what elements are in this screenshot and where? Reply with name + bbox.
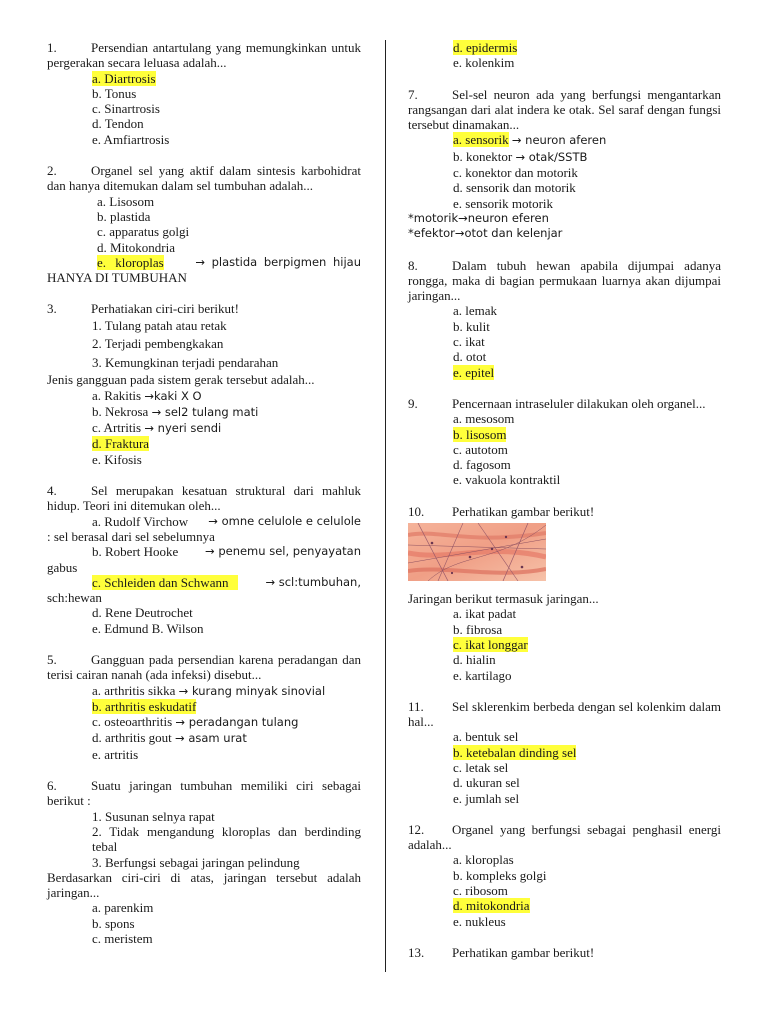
note-continuation: HANYA DI TUMBUHAN [47, 270, 187, 286]
option-e: e. nukleus [453, 913, 506, 929]
question-stem [408, 945, 721, 960]
answer-highlight: d. mitokondria [453, 898, 530, 914]
handwritten-note: → otak/SSTB [515, 149, 588, 164]
option-e: e. kartilago [453, 667, 512, 683]
option-d: d. Tendon [92, 116, 144, 132]
question-text: Berdasarkan ciri-ciri di atas, jaringan tersebut adalah jaringan... [47, 869, 361, 901]
option-d: d. otot [453, 349, 487, 365]
option-c: c. letak sel [453, 759, 509, 775]
option-b: b. fibrosa [453, 621, 503, 637]
question-10 [408, 504, 721, 683]
question-number: 6. [47, 778, 57, 794]
answer-highlight: d. Fraktura [92, 436, 150, 452]
option-d: d. fagosom [453, 457, 511, 473]
option-text: b. konektor [453, 148, 513, 164]
handwritten-note: *motorik→neuron eferen [408, 210, 549, 225]
question-stem [408, 822, 721, 853]
option-a [47, 71, 361, 86]
option-b: b. plastida [97, 208, 151, 224]
option-c: c. ikat [453, 334, 485, 350]
option-a: a. ikat padat [453, 606, 517, 622]
question-number: 11. [408, 698, 424, 714]
option-b [408, 427, 721, 442]
question-stem [47, 40, 361, 71]
answer-highlight: b. arthritis eskudatif [92, 698, 197, 714]
question-5 [47, 652, 361, 762]
option-c [47, 420, 361, 436]
question-9 [408, 396, 721, 488]
question-stem [47, 652, 361, 683]
note-continuation: sch:hewan [47, 590, 102, 606]
handwritten-note: →kaki X O [144, 388, 202, 403]
option-e: e. jumlah sel [453, 790, 520, 806]
option-c: c. ribosom [453, 883, 508, 899]
question-11 [408, 699, 721, 806]
option-e: e. Kifosis [92, 451, 142, 467]
handwritten-note: → nyeri sendi [144, 421, 222, 436]
option-a: a. Lisosom [97, 193, 155, 209]
option-a [47, 514, 361, 529]
answer-highlight: c. ikat longgar [453, 636, 528, 652]
option-text: a. Rakitis [92, 387, 142, 403]
option-a: a. lemak [453, 303, 498, 319]
option-b [408, 745, 721, 760]
option-b: b. kulit [453, 318, 490, 334]
question-number: 12. [408, 821, 425, 837]
question-3 [47, 301, 361, 467]
option-b [408, 149, 721, 165]
option-c [408, 637, 721, 652]
list-item: 1. Tulang patah atau retak [92, 317, 227, 333]
question-stem [47, 163, 361, 194]
answer-highlight: c. Schleiden dan Schwann [92, 575, 238, 590]
option-a [47, 683, 361, 699]
question-number: 2. [47, 163, 57, 179]
question-number: 8. [408, 257, 418, 273]
tissue-micrograph-image [408, 523, 546, 581]
option-a: a. kloroplas [453, 852, 514, 868]
question-number: 4. [47, 483, 57, 499]
question-2 [47, 163, 361, 285]
handwritten-note: → penemu sel, penyayatan [205, 544, 361, 559]
option-d: d. ukuran sel [453, 775, 520, 791]
question-text: Organel sel yang aktif dalam sintesis karbohidrat dan hanya ditemukan dalam sel tumbuhan adalah... [47, 163, 361, 194]
option-a: a. mesosom [453, 411, 515, 427]
option-d: d. Mitokondria [97, 239, 175, 255]
option-a [408, 132, 721, 148]
question-text: Organel yang berfungsi sebagai penghasil energi adalah... [408, 821, 721, 853]
option-e: e. kolenkim [453, 55, 515, 71]
option-c: c. meristem [92, 931, 153, 947]
handwritten-note: → asam urat [175, 731, 247, 746]
question-stem [408, 396, 721, 411]
question-stem [408, 699, 721, 730]
handwritten-note: *efektor→otot dan kelenjar [408, 226, 563, 241]
question-13 [408, 945, 721, 960]
question-stem [47, 301, 361, 316]
option-e [47, 255, 361, 270]
list-item: 1. Susunan selnya rapat [92, 808, 215, 824]
list-item: 2. Tidak mengandung kloroplas dan berdinding tebal [92, 823, 361, 855]
question-text: Gangguan pada persendian karena peradangan dan terisi cairan nanah (ada infeksi) disebut... [47, 652, 361, 683]
option-d [47, 436, 361, 451]
option-e: e. artritis [92, 746, 139, 762]
option-a: a. bentuk sel [453, 729, 519, 745]
answer-highlight: a. Diartrosis [92, 70, 156, 86]
question-12 [408, 822, 721, 929]
question-stem [408, 87, 721, 133]
question-stem [47, 483, 361, 514]
option-e: e. vakuola kontraktil [453, 472, 561, 488]
handwritten-note: → sel2 tulang mati [151, 404, 259, 419]
answer-highlight: e. epitel [453, 364, 495, 380]
option-c [47, 575, 361, 590]
left-column [47, 40, 361, 946]
option-e [408, 365, 721, 380]
question-text: Jaringan berikut termasuk jaringan... [408, 591, 599, 607]
handwritten-note: → peradangan tulang [175, 715, 299, 730]
answer-highlight: a. sensorik [453, 132, 509, 148]
option-d: d. Rene Deutrochet [92, 605, 193, 621]
option-c: c. konektor dan motorik [453, 165, 578, 181]
question-text: Jenis gangguan pada sistem gerak tersebut adalah... [47, 372, 315, 388]
option-d [408, 898, 721, 913]
option-c: c. autotom [453, 441, 508, 457]
option-c: c. Sinartrosis [92, 101, 160, 117]
option-text: b. Nekrosa [92, 403, 149, 419]
answer-highlight: b. lisosom [453, 426, 507, 442]
column-divider [385, 40, 386, 972]
option-a [47, 388, 361, 404]
option-text: c. osteoarthritis [92, 714, 173, 730]
option-text: d. arthritis gout [92, 730, 172, 746]
option-d [47, 730, 361, 746]
question-number: 7. [408, 86, 418, 102]
option-b [47, 699, 361, 714]
question-text: Pencernaan intraseluler dilakukan oleh organel... [452, 395, 706, 411]
question-6 [47, 778, 361, 946]
question-stem [47, 778, 361, 809]
option-b: b. Tonus [92, 85, 137, 101]
option-e: e. sensorik motorik [453, 195, 554, 211]
handwritten-note: → scl:tumbuhan, [265, 574, 361, 589]
question-text: Perhatiakan ciri-ciri berikut! [91, 301, 239, 317]
note-continuation: gabus [47, 559, 78, 575]
option-b [47, 404, 361, 420]
handwritten-note: → plastida berpigmen hijau [195, 254, 361, 269]
question-number: 1. [47, 40, 57, 55]
option-b: b. spons [92, 915, 135, 931]
handwritten-note: → kurang minyak sinovial [178, 683, 326, 698]
answer-highlight: d. epidermis [453, 40, 518, 55]
option-d: d. sensorik dan motorik [453, 180, 576, 196]
option-text: a. Rudolf Virchow [92, 513, 189, 529]
option-a: a. parenkim [92, 900, 154, 916]
option-c [47, 714, 361, 730]
question-1 [47, 40, 361, 147]
option-e: e. Amfiartrosis [92, 131, 170, 147]
question-number: 9. [408, 395, 418, 411]
handwritten-note: → omne celulole e celulole [208, 513, 361, 528]
option-d: d. hialin [453, 652, 496, 668]
option-c: c. apparatus golgi [97, 224, 190, 240]
question-text: Sel-sel neuron ada yang berfungsi mengantarkan rangsangan dari alat indera ke otak. Sel saraf dengan fungsi tersebut dinamakan... [408, 86, 721, 133]
answer-highlight: b. ketebalan dinding sel [453, 744, 577, 760]
question-text: Perhatikan gambar berikut! [452, 944, 595, 960]
question-text: Dalam tubuh hewan apabila dijumpai adanya rongga, maka di bagian permukaan luarnya akan dijumpai jaringan... [408, 257, 721, 304]
question-text: Sel merupakan kesatuan struktural dari mahluk hidup. Teori ini ditemukan oleh... [47, 483, 361, 514]
question-stem [408, 504, 721, 519]
answer-highlight: e. kloroplas [97, 254, 164, 270]
question-text: Suatu jaringan tumbuhan memiliki ciri sebagai berikut : [47, 778, 361, 809]
option-text: a. arthritis sikka [92, 682, 176, 698]
list-item: 3. Berfungsi sebagai jaringan pelindung [92, 854, 300, 870]
question-number: 13. [408, 944, 425, 960]
question-8 [408, 258, 721, 380]
question-text: Perhatikan gambar berikut! [452, 503, 595, 519]
option-b [47, 544, 361, 559]
question-number: 3. [47, 301, 57, 317]
handwritten-note: → neuron aferen [511, 133, 607, 148]
right-column [408, 40, 721, 960]
note-continuation: : sel berasal dari sel sebelumnya [47, 528, 215, 544]
question-text: Persendian antartulang yang memungkinkan untuk pergerakan secara leluasa adalah... [47, 40, 361, 71]
question-6-continued [408, 40, 721, 71]
question-number: 5. [47, 652, 57, 667]
question-7 [408, 87, 721, 242]
question-text: Sel sklerenkim berbeda dengan sel kolenkim dalam hal... [408, 698, 721, 730]
question-stem [408, 258, 721, 304]
option-text: c. Artritis [92, 420, 142, 436]
option-text: b. Robert Hooke [92, 544, 179, 560]
option-b: b. kompleks golgi [453, 867, 547, 883]
list-item: 3. Kemungkinan terjadi pendarahan [92, 354, 279, 370]
question-4 [47, 483, 361, 636]
option-d [408, 40, 721, 55]
question-number: 10. [408, 503, 425, 519]
list-item: 2. Terjadi pembengkakan [92, 336, 224, 352]
option-e: e. Edmund B. Wilson [92, 620, 204, 636]
